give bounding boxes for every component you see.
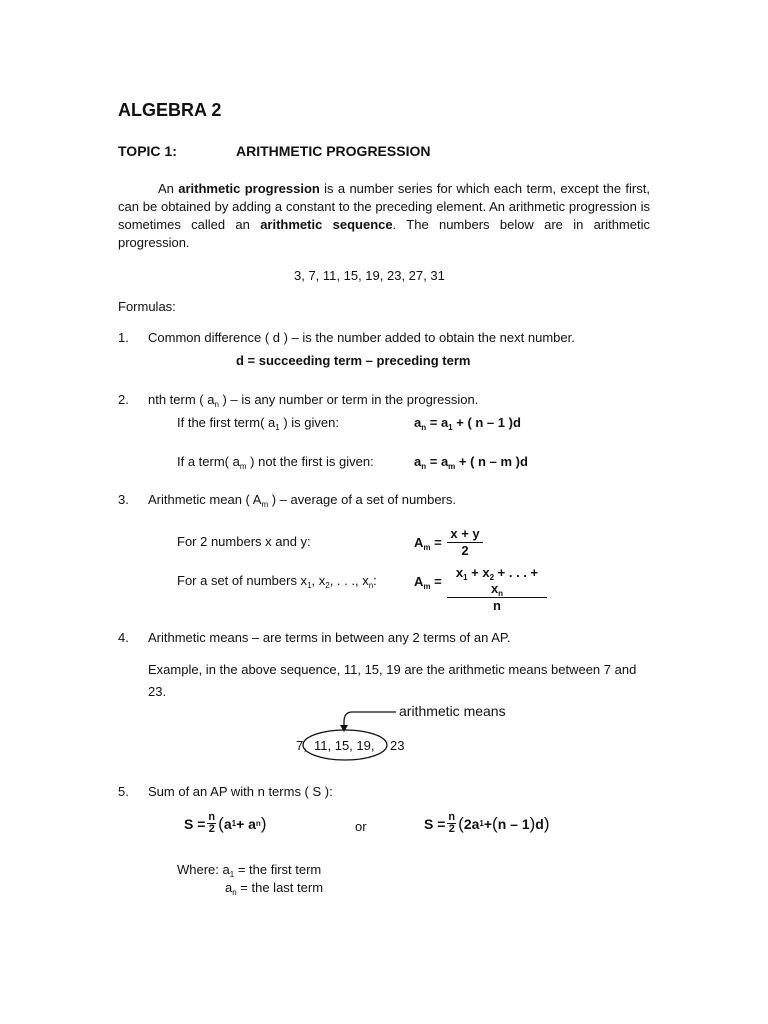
set-of-numbers-label: For a set of numbers $x_1$, $x_2$, . . ., $x_n$: <box>177 573 377 590</box>
topic-name: ARITHMETIC PROGRESSION <box>236 143 431 159</box>
fraction-numerator: $x_1 + x_2$ + . . . + $x_n$ <box>447 565 547 598</box>
item-number: 1. <box>118 330 129 345</box>
fraction-numerator: x + y <box>447 526 483 543</box>
common-difference-text: Common difference ( d ) – is the number added to obtain the next number. <box>148 330 575 345</box>
sum-symbol: S = <box>424 815 446 832</box>
page-title: ALGEBRA 2 <box>118 100 222 120</box>
term-arithmetic-sequence: arithmetic sequence <box>260 217 393 232</box>
arithmetic-mean-text: Arithmetic mean ( $A_m$ ) – average of a set of numbers. <box>148 492 456 509</box>
intro-text: . The numbers below are in arithmetic progression. <box>118 217 650 250</box>
sum-formula-difference: S = $\frac{n}{2}$ ( 2a 1 + ( n – 1 ) d ) <box>424 811 550 835</box>
topic-label: TOPIC 1: <box>118 143 177 159</box>
example-text-cont: 23. <box>148 684 167 699</box>
fraction-denominator: 2 <box>461 543 469 558</box>
arithmetic-means-label: arithmetic means <box>399 703 506 719</box>
intro-text: is a number series for which each term, except the first, can be obtained by adding a constant to the preceding element. An arithmetic progression is sometimes called an <box>118 181 650 232</box>
seq-means: 11, 15, 19, <box>314 738 375 753</box>
am-fraction-two <box>447 526 483 559</box>
am-symbol: $A_m$ = <box>414 574 442 591</box>
item-number: 4. <box>118 630 129 645</box>
first-term-label: If the first term( $a_1$ ) is given: <box>177 415 339 432</box>
seq-twentythree: 23 <box>390 738 405 753</box>
intro-paragraph <box>118 180 650 252</box>
where-last-term: $a_n$ = the last term <box>225 880 324 897</box>
arithmetic-means-text: Arithmetic means – are terms in between any 2 terms of an AP. <box>148 630 511 645</box>
arrow-head-icon <box>340 725 348 732</box>
item-number: 5. <box>118 784 129 799</box>
arrow-line <box>344 712 396 728</box>
or-label: or <box>355 819 367 834</box>
item-number: 3. <box>118 492 129 507</box>
example-text: Example, in the above sequence, 11, 15, 19 are the arithmetic means between 7 and <box>148 662 637 677</box>
two-numbers-label: For 2 numbers x and y: <box>177 534 311 549</box>
where-first-term: Where: $a_1$ = the first term <box>177 862 322 879</box>
n-over-two: $\frac{n}{2}$ <box>448 811 456 835</box>
sum-symbol: S = <box>184 815 206 832</box>
example-sequence: 3, 7, 11, 15, 19, 23, 27, 31 <box>294 268 445 283</box>
am-symbol: $A_m$ = <box>414 535 442 552</box>
sum-formula-first-last: S = $\frac{n}{2}$ ( a 1 + a n ) <box>184 811 267 835</box>
seq-seven: 7, <box>296 738 307 753</box>
nth-term-formula-m: $a_n = a_m$ + ( n – m )d <box>414 454 528 471</box>
term-arithmetic-progression: arithmetic progression <box>178 181 320 196</box>
common-difference-formula: d = succeeding term – preceding term <box>236 353 471 368</box>
sum-text: Sum of an AP with n terms ( S ): <box>148 784 333 799</box>
item-number: 2. <box>118 392 129 407</box>
term-m-label: If a term( $a_m$ ) not the first is given: <box>177 454 374 471</box>
n-over-two: $\frac{n}{2}$ <box>208 811 216 835</box>
nth-term-text: nth term ( $a_n$ ) – is any number or term in the progression. <box>148 392 479 409</box>
nth-term-formula-first: $a_n = a_1$ + ( n – 1 )d <box>414 415 521 432</box>
formulas-label: Formulas: <box>118 299 176 314</box>
intro-text: An <box>158 181 179 196</box>
fraction-denominator: n <box>493 598 501 613</box>
am-fraction-set <box>447 565 547 614</box>
